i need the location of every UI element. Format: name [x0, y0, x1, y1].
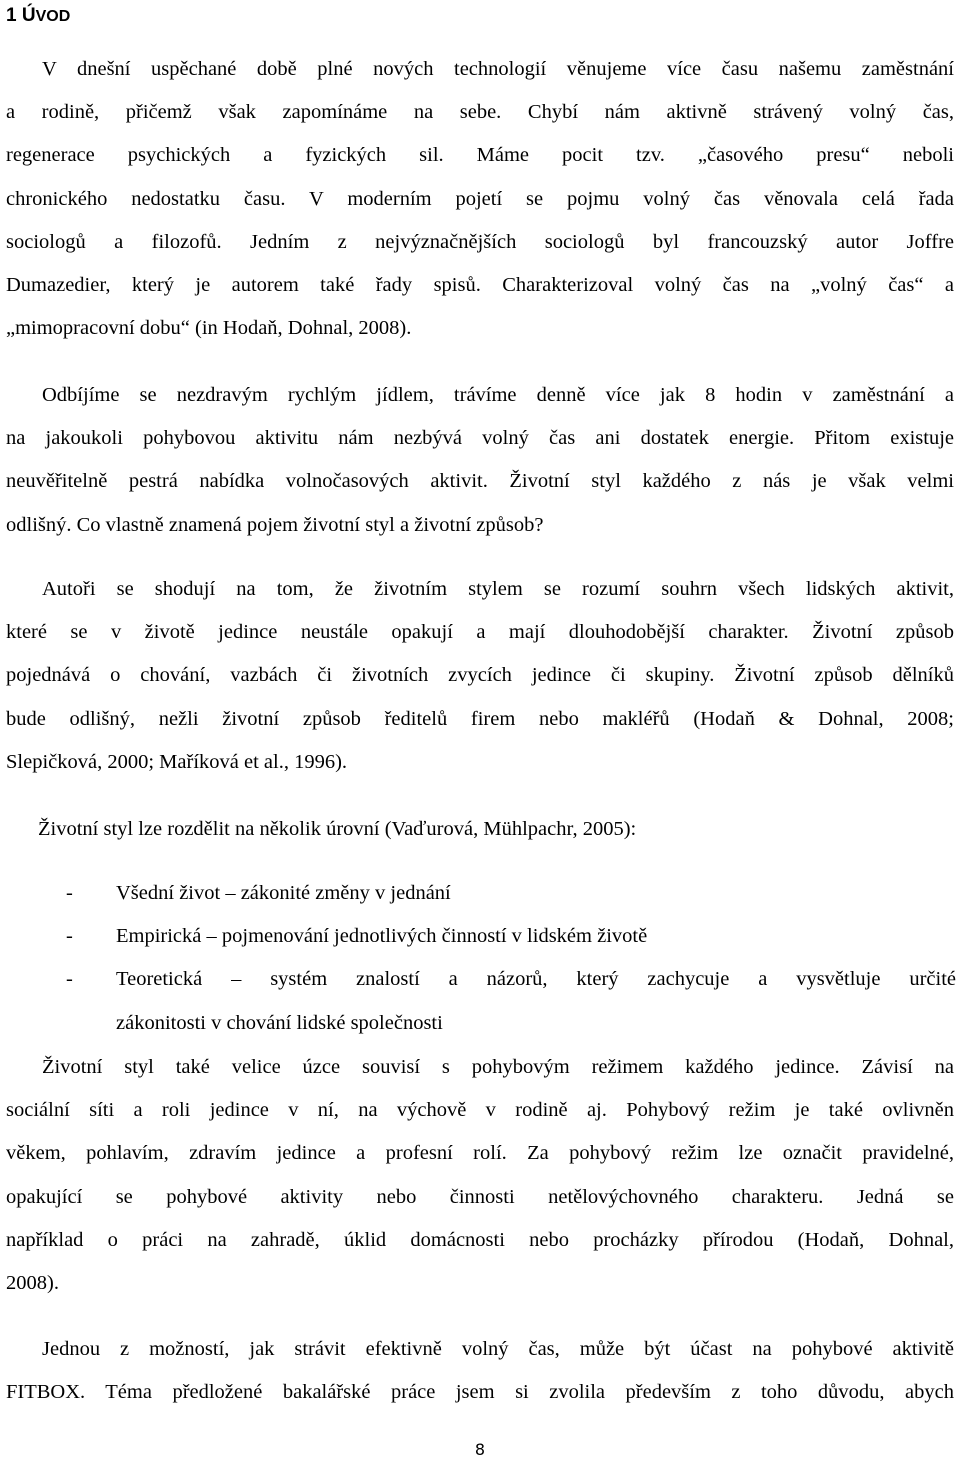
page-number: 8 — [474, 1440, 486, 1459]
list-item — [66, 958, 956, 1044]
paragraph-line: například o práci na zahradě, úklid domácnosti nebo procházky přírodou (Hodaň, Dohnal, — [6, 1228, 954, 1251]
paragraph-line: FITBOX. Téma předložené bakalářské práce jsem si zvolila především z toho důvodu, abych — [6, 1381, 954, 1404]
list-item-line: Teoretická – systém znalostí a názorů, který zachycuje a vysvětluje určité — [116, 968, 956, 991]
paragraph-line: sociologů a filozofů. Jedním z nejvýznačnějších sociologů byl francouzský autor Joffre — [6, 230, 954, 253]
paragraph-line: Autoři se shodují na tom, že životním stylem se rozumí souhrn všech lidských aktivit, — [42, 578, 954, 600]
paragraph-movement-regime — [6, 1046, 954, 1305]
paragraph-intro — [6, 48, 954, 350]
list-item-line: zákonitosti v chování lidské společnosti — [116, 1011, 443, 1034]
paragraph-line: Odbíjíme se nezdravým rychlým jídlem, trávíme denně více jak 8 hodin v zaměstnání a — [42, 384, 954, 406]
paragraph-line: 2008). — [6, 1272, 59, 1295]
paragraph-line: a rodině, přičemž však zapomínáme na sebe. Chybí nám aktivně strávený volný čas, — [6, 101, 954, 124]
list-dash: - — [66, 882, 73, 904]
chapter-title-initial: Ú — [21, 5, 36, 26]
paragraph-line: sociální síti a roli jedince v ní, na výchově v rodině aj. Pohybový režim je také ovlivněn — [6, 1099, 954, 1122]
list-item — [66, 872, 956, 915]
list-item-text — [116, 872, 956, 915]
paragraph-line: pojednává o chování, vazbách či životních zvycích jedince či skupiny. Životní způsob dělníků — [6, 664, 954, 687]
paragraph-fitbox — [6, 1328, 954, 1414]
paragraph-line: Životní styl také velice úzce souvisí s pohybovým režimem každého jedince. Závisí na — [42, 1056, 954, 1078]
paragraph-line: Jednou z možností, jak strávit efektivně volný čas, může být účast na pohybové aktivitě — [42, 1338, 954, 1360]
list-item — [66, 915, 956, 958]
list-item-line: Všední život – zákonité změny v jednání — [116, 882, 451, 904]
paragraph-line: bude odlišný, nežli životní způsob ředitelů firem nebo makléřů (Hodaň & Dohnal, 2008; — [6, 707, 954, 730]
paragraph-line: které se v životě jedince neustále opakují a mají dlouhodobější charakter. Životní způsob — [6, 621, 954, 644]
paragraph-line: opakující se pohybové aktivity nebo činnosti netělovýchovného charakteru. Jedná se — [6, 1185, 954, 1208]
list-lead: Životní styl lze rozdělit na několik úrovní (Vaďurová, Mühlpachr, 2005): — [38, 818, 637, 840]
paragraph-line: na jakoukoli pohybovou aktivitu nám nezbývá volný čas ani dostatek energie. Přitom existuje — [6, 427, 954, 450]
lifestyle-levels-list — [66, 872, 956, 1045]
paragraph-line: Dumazedier, který je autorem také řady spisů. Charakterizoval volný čas na „volný čas“ a — [6, 274, 954, 297]
paragraph-line: odlišný. Co vlastně znamená pojem životní styl a životní způsob? — [6, 513, 544, 536]
chapter-number: 1 — [6, 5, 17, 26]
paragraph-definition — [6, 568, 954, 784]
list-dash: - — [66, 925, 73, 948]
paragraph-line: neuvěřitelně pestrá nabídka volnočasových aktivit. Životní styl každého z nás je však velmi — [6, 470, 954, 493]
chapter-title-rest: VOD — [35, 8, 71, 25]
chapter-heading — [6, 4, 70, 29]
paragraph-line: V dnešní uspěchané době plné nových technologií věnujeme více času našemu zaměstnání — [42, 58, 954, 80]
list-dash: - — [66, 968, 73, 991]
paragraph-line: Slepičková, 2000; Maříková et al., 1996). — [6, 750, 348, 773]
paragraph-line: věkem, pohlavím, zdravím jedince a profesní rolí. Za pohybový režim lze označit pravidelné, — [6, 1142, 954, 1165]
paragraph-line: „mimopracovní dobu“ (in Hodaň, Dohnal, 2008). — [6, 317, 412, 340]
list-item-line: Empirická – pojmenování jednotlivých činností v lidském životě — [116, 925, 648, 948]
paragraph-line: chronického nedostatku času. V moderním pojetí se pojmu volný čas věnovala celá řada — [6, 187, 954, 210]
list-item-text — [116, 958, 956, 1044]
list-item-text — [116, 915, 956, 958]
paragraph-line: regenerace psychických a fyzických sil. Máme pocit tzv. „časového presu“ neboli — [6, 144, 954, 167]
paragraph-lifestyle — [6, 374, 954, 547]
